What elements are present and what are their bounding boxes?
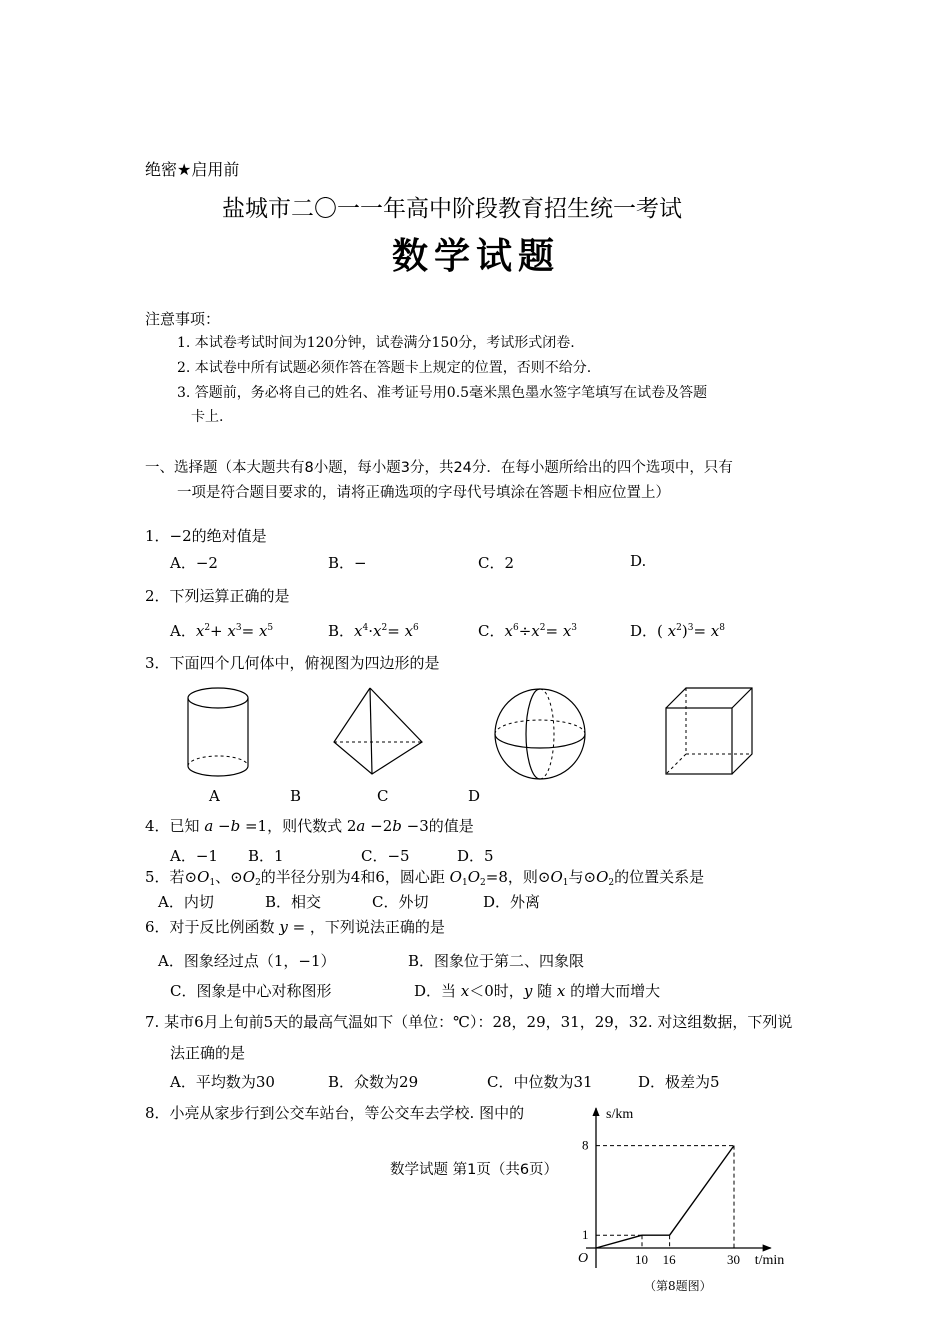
q4-option-b: B．1 (248, 847, 284, 865)
q1-option-d: D. (630, 552, 647, 570)
q8-stem: 8．小亮从家步行到公交车站台，等公交车去学校. 图中的 (145, 1104, 525, 1122)
figure-caption: （第8题图） (644, 1279, 712, 1293)
section-heading: 一、选择题（本大题共有8小题，每小题3分，共24分．在每小题所给出的四个选项中，只有 (145, 460, 733, 476)
q3-label-c: C (377, 787, 389, 805)
x-tick-label: 30 (727, 1252, 740, 1267)
series-segment (596, 1235, 642, 1248)
q2-option-d: D．( $x^2)^3= x^8$ (630, 622, 725, 640)
q6-option-c: C．图象是中心对称图形 (170, 982, 332, 1000)
secret-label: 绝密★启用前 (145, 160, 240, 179)
series-segment (670, 1146, 734, 1236)
q7-stem: 7. 某市6月上旬前5天的最高气温如下（单位：℃）：28，29，31，29，32. 对这组数据，下列说 (145, 1013, 793, 1031)
q1-option-b: B．− (328, 554, 367, 572)
q5-option-d: D．外离 (483, 893, 541, 911)
q1-option-c: C．2 (478, 554, 515, 572)
q3-stem: 3．下面四个几何体中，俯视图为四边形的是 (145, 654, 440, 672)
q6-option-a: A．图象经过点（1，−1） (158, 952, 336, 970)
note-item-1: 1. 本试卷考试时间为120分钟，试卷满分150分，考试形式闭卷. (177, 335, 575, 351)
q7-stem-cont: 法正确的是 (170, 1044, 246, 1062)
x-tick-label: 10 (635, 1252, 648, 1267)
note-item-2: 2. 本试卷中所有试题必须作答在答题卡上规定的位置，否则不给分. (177, 360, 592, 376)
q6-option-b: B．图象位于第二、四象限 (408, 952, 585, 970)
q4-option-a: A．−1 (170, 847, 218, 865)
q2-option-c: C．$x^6\div x^2= x^3$ (478, 622, 578, 640)
cube-figure (662, 686, 757, 778)
q4-option-d: D．5 (457, 847, 494, 865)
q5-option-a: A．内切 (158, 893, 214, 911)
q7-option-c: C．中位数为31 (487, 1073, 593, 1091)
q3-label-d: D (468, 787, 481, 805)
exam-title: 盐城市二〇一一年高中阶段教育招生统一考试 (222, 196, 682, 222)
q7-option-d: D．极差为5 (638, 1073, 720, 1091)
notes-heading: 注意事项： (145, 310, 221, 328)
q5-option-c: C．外切 (372, 893, 429, 911)
y-axis-label: s/km (606, 1107, 634, 1122)
q2-option-b: B．$x^4\cdot x^2= x^6$ (328, 622, 419, 640)
x-tick-label: 16 (662, 1252, 676, 1267)
q3-label-a: A (209, 787, 220, 805)
note-item-3: 3. 答题前，务必将自己的姓名、准考证号用0.5毫米黑色墨水签字笔填写在试卷及答题 (177, 385, 708, 401)
q7-option-a: A．平均数为30 (170, 1073, 275, 1091)
q6-option-d: D．当 x＜0时，y 随 x 的增大而增大 (414, 982, 661, 1000)
q2-option-a: A．$x^2+ x^3= x^5$ (170, 622, 274, 640)
x-axis-label: t/min (754, 1253, 785, 1268)
q8-graph (560, 1100, 810, 1305)
sphere-figure (490, 686, 590, 782)
section-heading-cont: 一项是符合题目要求的，请将正确选项的字母代号填涂在答题卡相应位置上） (177, 485, 670, 501)
y-tick-label: 8 (582, 1137, 589, 1153)
q4-option-c: C．−5 (361, 847, 410, 865)
q2-stem: 2．下列运算正确的是 (145, 587, 290, 605)
pyramid-figure (328, 686, 428, 782)
origin-label: O (578, 1251, 589, 1266)
q6-stem: 6．对于反比例函数 y = ，下列说法正确的是 (145, 918, 445, 936)
q5-option-b: B．相交 (265, 893, 322, 911)
y-tick-label: 1 (582, 1227, 589, 1243)
cylinder-figure (183, 686, 253, 782)
note-item-3-cont: 卡上. (191, 409, 224, 425)
subject-title: 数学试题 (392, 235, 561, 277)
q1-option-a: A．−2 (170, 554, 218, 572)
q4-stem: 4．已知 a −b =1，则代数式 2a −2b −3的值是 (145, 817, 474, 835)
q1-stem: 1．−2的绝对值是 (145, 527, 267, 545)
page-footer: 数学试题 第1页（共6页） (390, 1162, 559, 1178)
q7-option-b: B．众数为29 (328, 1073, 419, 1091)
q3-label-b: B (290, 787, 302, 805)
q5-stem: 5．若$⊙O_1$、$⊙O_2$的半径分别为4和6，圆心距 $O_1O_2=8$，则$⊙O_1$与$⊙O_2$的位置关系是 (145, 868, 705, 888)
